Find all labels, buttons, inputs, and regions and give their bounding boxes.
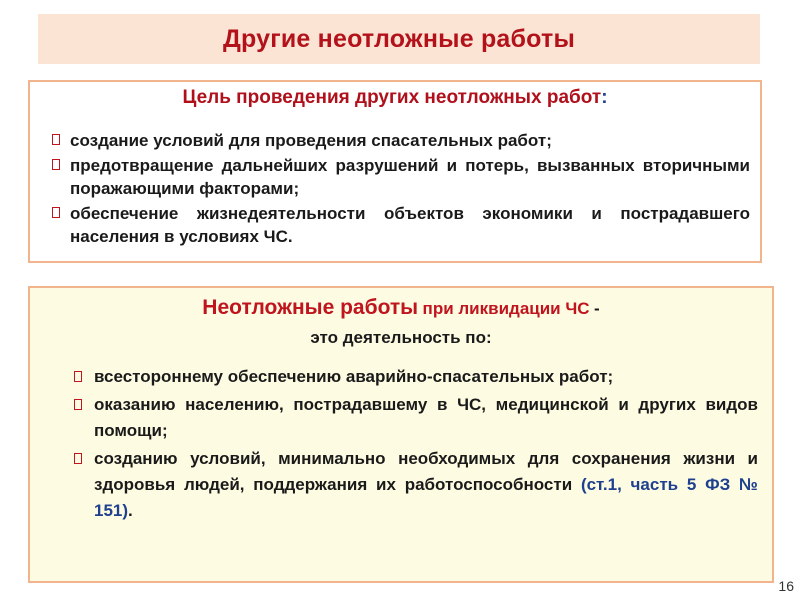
bullet-icon (74, 371, 82, 382)
list-item-text: предотвращение дальнейших разрушений и потерь, вызванных вторичными поражающими факторами; (70, 156, 750, 198)
bullet-icon (52, 159, 60, 170)
law-reference: (ст.1, часть 5 ФЗ № 151) (94, 475, 758, 520)
definition-list (74, 364, 758, 526)
definition-block (28, 286, 774, 583)
list-item-text: созданию условий, минимально необходимых для сохранения жизни и здоровья людей, поддержания их работоспособности (94, 449, 758, 494)
definition-heading-dash: - (594, 299, 600, 318)
slide-title: Другие неотложные работы (222, 24, 576, 53)
list-item-text: создание условий для проведения спасательных работ; (70, 131, 552, 150)
bullet-icon (74, 453, 82, 464)
bullet-icon (52, 207, 60, 218)
page-number: 16 (778, 578, 794, 594)
title-bar (38, 14, 760, 64)
list-item (52, 129, 750, 152)
list-item-text: обеспечение жизнедеятельности объектов экономики и пострадавшего населения в условиях ЧС. (70, 204, 750, 246)
list-item (52, 154, 750, 200)
list-item (52, 202, 750, 248)
definition-heading-main: Неотложные работы (202, 296, 419, 319)
goal-heading (30, 87, 760, 109)
goal-block (28, 80, 762, 263)
list-item (74, 364, 758, 390)
definition-heading-rest: при ликвидации ЧС (422, 299, 590, 318)
bullet-icon (52, 134, 60, 145)
goal-heading-text: Цель проведения других неотложных работ (182, 87, 602, 108)
definition-heading (30, 296, 772, 320)
goal-list (52, 129, 750, 250)
goal-heading-colon: : (601, 87, 608, 108)
list-item (74, 392, 758, 444)
definition-subheading: это деятельность по: (310, 328, 492, 347)
list-item-text: всестороннему обеспечению аварийно-спасательных работ; (94, 367, 614, 386)
bullet-icon (74, 399, 82, 410)
list-item-text: оказанию населению, пострадавшему в ЧС, медицинской и других видов помощи; (94, 395, 758, 440)
law-reference-end: . (128, 501, 133, 520)
list-item (74, 446, 758, 524)
